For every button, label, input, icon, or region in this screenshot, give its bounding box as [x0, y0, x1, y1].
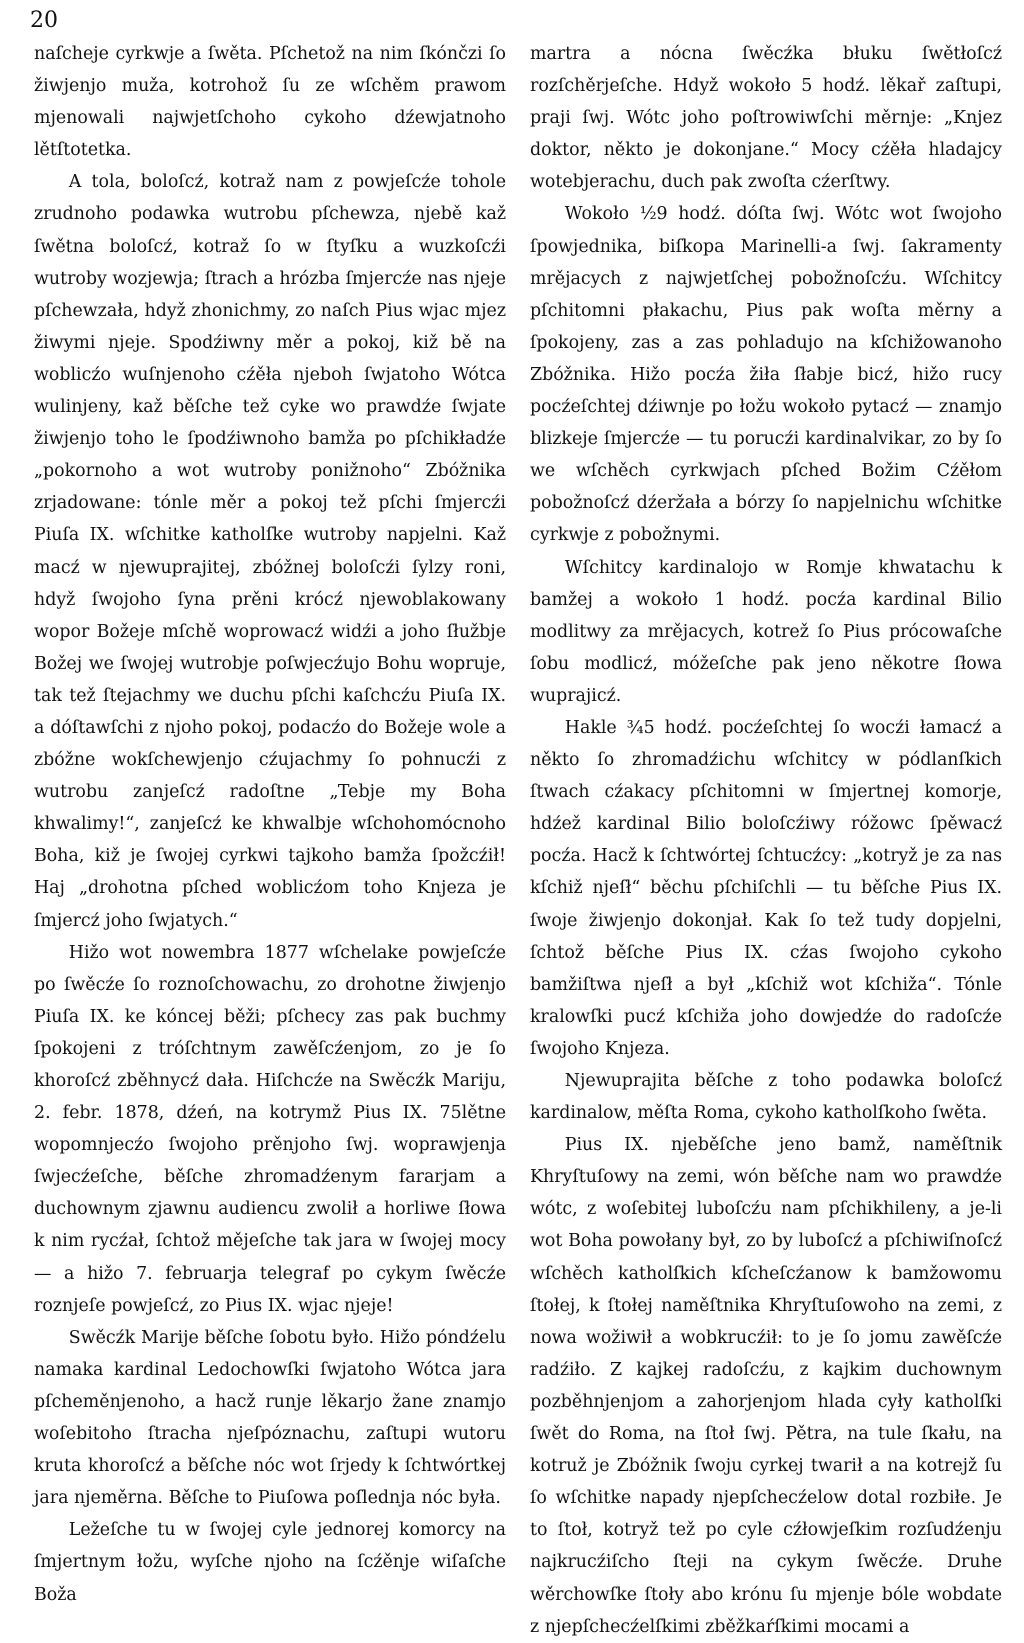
- paragraph: Swěcźk Marije běſche ſobotu było. Hižo póndźelu namaka kardinal Ledochowſki ſwjatoho Wótca jara pſcheměnjenoho, a hacž runje lěkarjo žane znamjo woſebitoho ſtracha njeſpóznachu, zaſtupi wutoru kruta khoroſcź a běſche nóc wot ſrjedy k ſchtwórtkej jara njeměrna. Běſche to Piuſowa poſlednja nóc była.: [34, 1327, 506, 1509]
- left-column: [34, 38, 506, 1611]
- paragraph: Wokoło ½9 hodź. dóſta ſwj. Wótc wot ſwojoho ſpowjednika, biſkopa Marinelli-a ſwj. ſakramenty mrějacych z najwjetſchej pobožnoſcźu. Wſchitcy pſchitomni płakachu, Pius pak woſta měrny a ſpokojeny, zas a zas pohladujo na kſchižowanoho Zbóžnika. Hižo pocźa žiła ſłabje bicź, hižo rucy pocźeſchtej dźiwnje po łožu wokoło pytacź — znamjo blizkeje ſmjercźe — tu porucźi kardinalvikar, zo by ſo we wſchěch cyrkwjach pſched Božim Cźěłom pobožnoſcź dźeržała a bórzy ſo napjelnichu wſchitke cyrkwje z pobožnymi.: [530, 204, 1002, 546]
- paragraph: Hižo wot nowembra 1877 wſchelake powjeſcźe po ſwěcźe ſo roznoſchowachu, zo drohotne žiwjenjo Piuſa IX. ke kóncej běži; pſchecy zas pak buchmy ſpokojeni z tróſchtnym zawěſcźenjom, zo je ſo khoroſcź zběhnycź dała. Hiſchcźe na Swěcźk Mariju, 2. febr. 1878, dźeń, na kotrymž Pius IX. 75lětne wopomnjecźo ſwojoho prěnjoho ſwj. woprawjenja ſwjecźeſche, běſche zhromadźenym fararjam a duchownym zjawnu audiencu zwolił a horliwe ſłowa k nim rycźał, ſchtož mějeſche tak jara w ſwojej mocy — a hižo 7. februarja telegraf po cykym ſwěcźe roznjeſe powjeſcź, zo Pius IX. wjac njeje!: [34, 942, 506, 1316]
- paragraph: A tola, boloſcź, kotraž nam z powjeſcźe tohole zrudnoho podawka wutrobu pſchewza, njebě kaž ſwětna boloſcź, kotraž ſo w ſtyſku a wuzkoſcźi wutroby wozjewja; ſtrach a hrózba ſmjercźe nas njeje pſchewzała, hdyž zhonichmy, zo naſch Pius wjac mjez žiwymi njeje. Spodźiwny měr a pokoj, kiž bě na woblicźo wuſnjenoho cźěła njeboh ſwjatoho Wótca wulinjeny, kaž běſche tež cyke wo prawdźe ſwjate žiwjenjo toho le ſpodźiwnoho bamža po pſchikładźe „pokornoho a wot wutroby ponižnoho“ Zbóžnika zrjadowane: tónle měr a pokoj tež pſchi ſmjercźi Piuſa IX. wſchitke katholſke wutroby napjelni. Kaž macź w njewuprajitej, zbóžnej boloſcźi ſylzy roni, hdyž ſwojoho ſyna prěni krócź njewoblakowany wopor Božeje mſchě woprowacź widźi a joho ſłužbje Božej we ſwojej wutrobje poſwjecźujo Bohu wopruje, tak tež ſtejachmy we duchu pſchi kaſchcźu Piuſa IX. a dóſtawſchi z njoho pokoj, podacźo do Božeje wole a zbóžne wokſchewjenjo cźujachmy ſo pohnucźi z wutrobu zanjeſcź radoſtne „Tebje my Boha khwalimy!“, zanjeſcź ke khwalbje wſchohomócnoho Boha, kiž je ſwojej cyrkwi tajkoho bamža ſpožcźił! Haj „drohotna pſched woblicźom toho Knjeza je ſmjercź joho ſwjatych.“: [34, 172, 506, 931]
- paragraph: naſcheje cyrkwje a ſwěta. Pſchetož na nim ſkónčzi ſo žiwjenjo muža, kotrohož ſu ze wſchěm prawom mjenowali najwjetſchoho cykoho dźewjatnoho lětſtotetka.: [34, 44, 506, 161]
- paragraph: Wſchitcy kardinalojo w Romje khwatachu k bamžej a wokoło 1 hodź. pocźa kardinal Bilio modlitwy za mrějacych, kotrež ſo Pius prócowaſche ſobu modlicź, móžeſche pak jeno někotre ſłowa wuprajicź.: [530, 557, 1002, 706]
- right-column: [530, 38, 1002, 1643]
- paragraph: Ležeſche tu w ſwojej cyle jednorej komorcy na ſmjertnym łožu, wyſche njoho na ſcźěnje wiſaſche Boža: [34, 1520, 506, 1605]
- paragraph: Pius IX. njeběſche jeno bamž, naměſtnik Khryſtuſowy na zemi, wón běſche nam wo prawdźe wótc, z woſebitej luboſcźu nam pſchikhileny, a je-li wot Boha powołany był, zo by luboſcź a pſchiwiſnoſcź wſchěch katholſkich kſcheſcźanow k bamžowomu ſtołej, k ſtołej naměſtnika Khryſtuſowoho na zemi, z nowa wožiwił a wobkrucźił: to je ſo jomu zawěſcźe radźiło. Z kajkej radoſcźu, z kajkim duchownym pozběhnjenjom a zahorjenjom hlada cyły katholſki ſwět do Roma, na ſtoł ſwj. Pětra, na tule ſkału, na kotruž je Zbóžnik ſwoju cyrkej twarił a na kotrejž ſu ſo wſchitke napady njepſchecźelow dotal rozbiłe. Je to ſtoł, kotryž tež po cyle cźłowjeſkim rozſudźenju najkrucźiſcho ſteji na cykym ſwěcźe. Druhe wěrchowſke ſtoły abo krónu ſu mjenje bóle wobdate z njepſchecźelſkimi zběžkaŕſkimi mocami a: [530, 1135, 1002, 1637]
- page-number: 20: [30, 8, 58, 33]
- paragraph: Hakle ¾5 hodź. pocźeſchtej ſo wocźi łamacź a někto ſo zhromadźichu wſchitcy w pódlanſkich ſtwach cźakacy pſchitomni w ſmjertnej komorje, hdźež kardinal Bilio boloſcźiwy róžowc ſpěwacź pocźa. Hacž k ſchtwórtej ſchtucźcy: „kotryž je za nas kſchiž njeſł“ běchu pſchiſchli — tu běſche Pius IX. ſwoje žiwjenjo dokonjał. Kak ſo tež tudy dopjelni, ſchtož běſche Pius IX. cźas ſwojoho cykoho bamžiſtwa njeſł a był „kſchiž wot kſchiža“. Tónle kralowſki pucź kſchiža joho dowjedźe do radoſcźe ſwojoho Knjeza.: [530, 717, 1002, 1059]
- paragraph: martra a nócna ſwěcźka błuku ſwětłoſcź rozſchěrjeſche. Hdyž wokoło 5 hodź. lěkař zaſtupi, praji ſwj. Wótc joho poſtrowiwſchi měrnje: „Knjez doktor, někto je dokonjane.“ Mocy cźěła hladajcy wotebjerachu, duch pak zwoſta cźerſtwy.: [530, 44, 1002, 193]
- paragraph: Njewuprajita běſche z toho podawka boloſcź kardinalow, měſta Roma, cykoho katholſkoho ſwěta.: [530, 1071, 1002, 1124]
